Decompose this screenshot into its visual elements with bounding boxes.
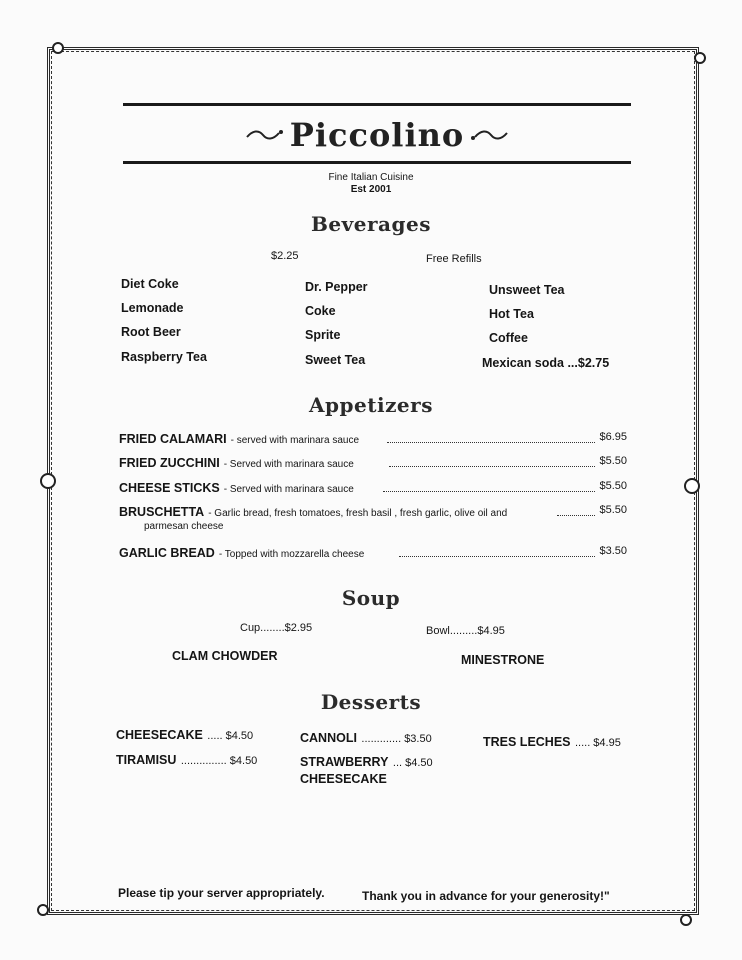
appetizer-name: FRIED CALAMARI — [119, 432, 227, 446]
title-block — [123, 116, 631, 154]
beverage-item: Sprite — [305, 328, 341, 342]
beverage-item: Coke — [305, 304, 336, 318]
beverage-item: Coffee — [489, 331, 528, 345]
appetizer-price: $5.50 — [599, 504, 627, 516]
beverage-item: Root Beer — [121, 325, 181, 339]
appetizer-desc: - Topped with mozzarella cheese — [218, 549, 365, 560]
dot-leader — [383, 491, 595, 492]
dessert-item — [116, 751, 257, 769]
appetizer-desc-continued: parmesan cheese — [144, 521, 224, 532]
dessert-price: ............. $3.50 — [361, 733, 432, 745]
dessert-name: TIRAMISU — [116, 753, 177, 767]
dot-leader — [399, 556, 595, 557]
appetizer-desc: - Served with marinara sauce — [223, 484, 354, 495]
beverage-item: Dr. Pepper — [305, 280, 368, 294]
tagline: Fine Italian Cuisine — [328, 172, 414, 183]
beverage-item: Hot Tea — [489, 307, 534, 321]
appetizer-name: GARLIC BREAD — [119, 546, 215, 560]
beverage-item: Sweet Tea — [305, 353, 366, 367]
footer-thanks-note: Thank you in advance for your generosity!" — [362, 889, 610, 903]
beverage-item: Raspberry Tea — [121, 350, 207, 364]
beverage-item: Lemonade — [121, 301, 184, 315]
appetizer-price: $5.50 — [599, 455, 627, 467]
beverage-item: Mexican soda ...$2.75 — [482, 356, 610, 370]
beverage-price: $2.25 — [271, 250, 299, 262]
dessert-name: CANNOLI — [300, 731, 357, 745]
appetizer-name: BRUSCHETTA — [119, 505, 205, 519]
dessert-item — [300, 729, 432, 747]
dessert-name: TRES LECHES — [483, 735, 571, 749]
dot-leader — [389, 466, 595, 467]
appetizer-row — [119, 479, 627, 495]
desserts-heading: Desserts — [320, 690, 422, 714]
dessert-name: CHEESECAKE — [116, 728, 203, 742]
dessert-item — [116, 726, 253, 744]
corner-knot-icon — [52, 42, 64, 54]
appetizer-desc: - served with marinara sauce — [230, 435, 360, 446]
flourish-left-icon — [245, 128, 285, 142]
flourish-right-icon — [469, 128, 509, 142]
footer-tip-note: Please tip your server appropriately. — [118, 886, 325, 900]
soup-item: MINESTRONE — [461, 653, 545, 667]
appetizer-row — [119, 454, 627, 470]
beverages-heading: Beverages — [311, 212, 431, 236]
appetizer-row — [119, 544, 627, 560]
appetizer-row — [119, 430, 627, 446]
header-rule-top — [123, 103, 631, 106]
appetizers-heading: Appetizers — [309, 393, 433, 417]
dot-leader — [387, 442, 595, 443]
dessert-name-continued: CHEESECAKE — [300, 772, 387, 786]
corner-knot-icon — [694, 52, 706, 64]
dessert-item — [483, 733, 621, 751]
dot-leader — [557, 515, 595, 516]
beverage-item: Unsweet Tea — [489, 283, 565, 297]
soup-cup-price: Cup........$2.95 — [240, 622, 313, 634]
established-year: Est 2001 — [350, 184, 392, 195]
soup-bowl-price: Bowl.........$4.95 — [426, 625, 505, 637]
soup-heading: Soup — [341, 586, 401, 610]
dessert-price: ..... $4.50 — [207, 730, 254, 742]
soup-item: CLAM CHOWDER — [172, 649, 278, 663]
free-refills: Free Refills — [426, 253, 482, 265]
beverage-item: Diet Coke — [121, 277, 179, 291]
appetizer-name: CHEESE STICKS — [119, 481, 220, 495]
appetizer-desc: - Garlic bread, fresh tomatoes, fresh basil , fresh garlic, olive oil and — [208, 508, 508, 519]
dessert-price: ..... $4.95 — [574, 737, 621, 749]
appetizer-price: $5.50 — [599, 480, 627, 492]
dessert-item — [300, 753, 433, 771]
side-knot-icon — [684, 478, 700, 494]
appetizer-price: $6.95 — [599, 431, 627, 443]
dessert-name: STRAWBERRY — [300, 755, 389, 769]
appetizer-price: $3.50 — [599, 545, 627, 557]
corner-knot-icon — [680, 914, 692, 926]
appetizer-desc: - Served with marinara sauce — [223, 459, 354, 470]
side-knot-icon — [40, 473, 56, 489]
dessert-price: ... $4.50 — [392, 757, 433, 769]
restaurant-name: Piccolino — [289, 116, 465, 154]
appetizer-name: FRIED ZUCCHINI — [119, 456, 220, 470]
dessert-price: ............... $4.50 — [180, 755, 258, 767]
corner-knot-icon — [37, 904, 49, 916]
appetizer-row — [119, 503, 627, 519]
header-rule-bottom — [123, 161, 631, 164]
